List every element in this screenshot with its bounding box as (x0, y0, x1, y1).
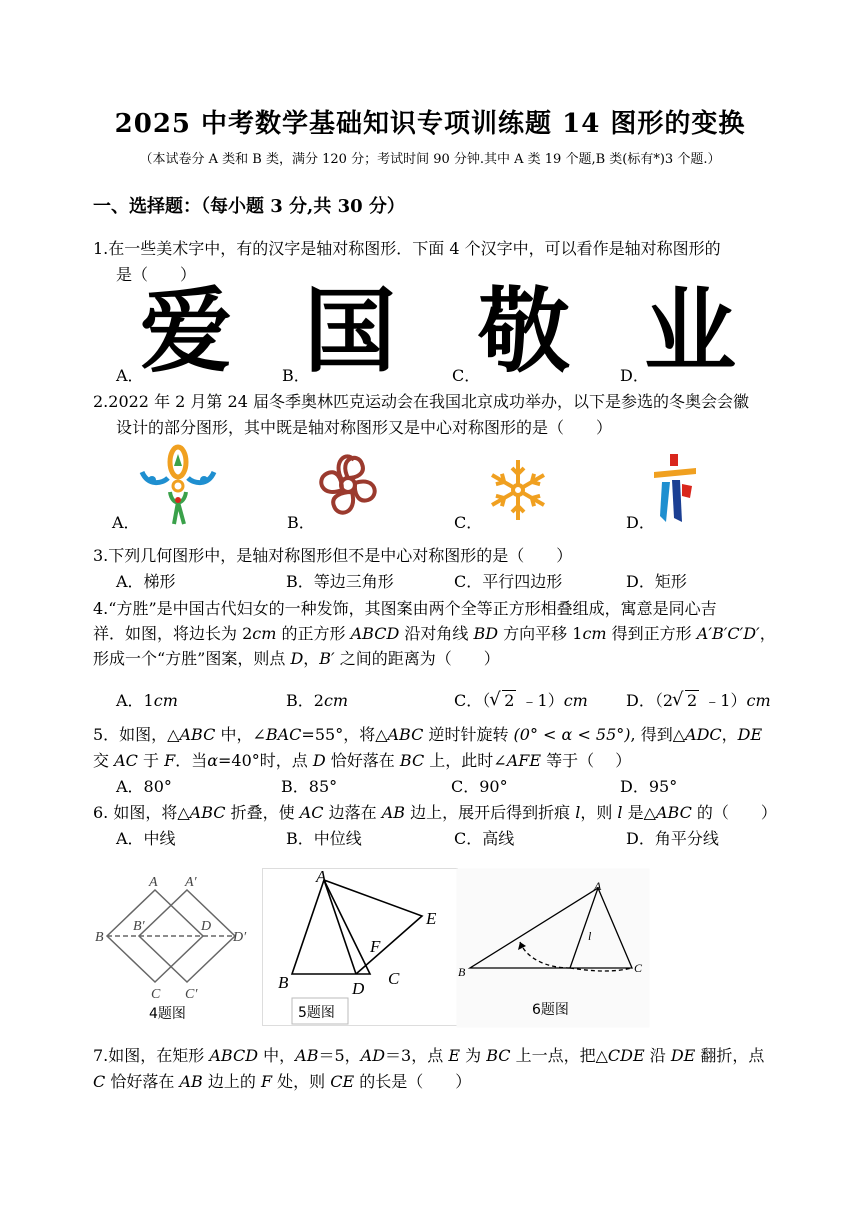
q4-seg: 得到正方形 (606, 624, 697, 643)
fig5-label: C (388, 969, 400, 988)
fig6-label: A (594, 879, 602, 893)
fig4-label: A′ (185, 875, 197, 890)
q1-char-ai: 爱 (140, 278, 233, 385)
q5-text-line1: 5．如图，△ABC 中，∠BAC=55°，将△ABC 逆时针旋转 (0° < α < 55°), 得到△ADC，DE (93, 725, 763, 744)
q4-text-line1: 4.“方胜”是中国古代妇女的一种发饰，其图案由两个全等正方形相叠组成，寓意是同心吉 (93, 599, 717, 618)
q4-opt-text: C．（ (454, 691, 491, 710)
fig4-label: C (151, 987, 161, 1002)
radicand: 2 (504, 691, 515, 710)
q4-unit: cm (323, 691, 349, 710)
q1-option-a-label: A． (116, 366, 144, 385)
q4-seg: 沿对角线 (399, 624, 474, 643)
fig6-label: B (458, 965, 466, 979)
fig6-label: C (634, 961, 643, 975)
q4-unit: cm (252, 624, 277, 643)
fig4-diagram (93, 868, 263, 1028)
fig4-label: B (95, 930, 104, 945)
fig4-label: B′ (133, 919, 145, 934)
q4-unit: cm (746, 691, 771, 710)
fig5-label: F (370, 937, 381, 956)
q1-option-c-label: C． (452, 366, 481, 385)
q4-unit: cm (563, 691, 588, 710)
q2-logo-d-image (652, 452, 698, 526)
fig4-label: D′ (233, 930, 247, 945)
fig6-diagram (456, 868, 650, 1028)
q4-var: B′ (319, 649, 335, 668)
q2-logo-c-image (484, 456, 552, 524)
fig4-label: A (149, 875, 158, 890)
q6-option-c: C．高线 (454, 829, 515, 848)
q1-text-line2: 是（ ） (116, 265, 197, 284)
q5-option-d: D．95° (620, 777, 678, 796)
q4-unit: cm (582, 624, 607, 643)
q5-option-a: A．80° (116, 777, 172, 796)
fig5-label: E (426, 909, 437, 928)
q6-text: 6. 如图，将△ABC 折叠，使 AC 边落在 AB 边上，展开后得到折痕 l，则 l 是△ABC 的（ ） (93, 803, 777, 822)
q4-opt-text: D．（2 (626, 691, 674, 710)
radicand: 2 (687, 691, 698, 710)
q4-unit: cm (153, 691, 178, 710)
fig6-caption: 6题图 (532, 1002, 569, 1018)
q3-text: 3.下列几何图形中，是轴对称图形但不是中心对称图形的是（ ） (93, 546, 573, 565)
q1-option-d-label: D． (620, 366, 649, 385)
fig5-diagram (262, 868, 458, 1028)
fig4-caption: 4题图 (149, 1006, 186, 1022)
q4-seg: 之间的距离为（ ） (334, 649, 500, 668)
q7-text-line2: C 恰好落在 AB 边上的 F 处，则 CE 的长是（ ） (93, 1072, 472, 1091)
q2-option-b-label: B． (287, 513, 315, 532)
q4-var: A′B′C′D′ (696, 624, 760, 643)
page-title: 2025 中考数学基础知识专项训练题 14 图形的变换 (114, 109, 746, 139)
q1-char-ye: 业 (644, 278, 737, 385)
q4-text-line2: 祥．如图，将边长为 2cm 的正方形 ABCD 沿对角线 BD 方向平移 1cm 得到正方形 A′B′C′D′， (93, 624, 776, 643)
q2-option-c-label: C． (454, 513, 483, 532)
q2-text-line1: 2.2022 年 2 月第 24 届冬季奥林匹克运动会在我国北京成功举办，以下是参选的冬奥会会徽 (93, 392, 749, 411)
q4-seg: 方向平移 1 (498, 624, 583, 643)
sqrt-symbol (492, 691, 516, 710)
q1-char-jing: 敬 (478, 278, 571, 385)
q5-option-c: C．90° (451, 777, 508, 796)
exam-instructions: （本试卷分 A 类和 B 类，满分 120 分；考试时间 90 分钟.其中 A 类 19 个题,B 类(标有*)3 个题.） (139, 152, 721, 167)
q6-option-b: B．中位线 (286, 829, 362, 848)
q4-var: D (290, 649, 304, 668)
q4-var: BD (473, 624, 499, 643)
section-heading: 一、选择题：（每小题 3 分,共 30 分） (93, 196, 405, 217)
q1-option-b-label: B． (282, 366, 310, 385)
q4-seg: 祥．如图，将边长为 2 (93, 624, 253, 643)
q5-text-line2: 交 AC 于 F．当α=40°时，点 D 恰好落在 BC 上，此时∠AFE 等于（ ） (93, 751, 632, 770)
q4-var: ABCD (350, 624, 400, 643)
q4-option-d (626, 688, 771, 711)
q2-logo-b-image (312, 448, 384, 522)
q3-option-b: B．等边三角形 (286, 572, 394, 591)
q2-option-a-label: A． (112, 513, 140, 532)
q3-option-a: A．梯形 (116, 572, 176, 591)
fig4-label: D (201, 919, 212, 934)
fig5-label: A (316, 868, 327, 886)
q2-text-line2: 设计的部分图形，其中既是轴对称图形又是中心对称图形的是（ ） (116, 418, 613, 437)
q7-text-line1: 7.如图，在矩形 ABCD 中，AB＝5，AD＝3，点 E 为 BC 上一点，把△CDE 沿 DE 翻折，点 (93, 1046, 765, 1065)
q4-opt-text: ﹣1） (699, 691, 747, 710)
q4-option-c (454, 688, 588, 711)
q4-opt-text: B．2 (286, 691, 324, 710)
q1-text-line1: 1.在一些美术字中，有的汉字是轴对称图形．下面 4 个汉字中，可以看作是轴对称图形的 (93, 239, 721, 258)
q4-seg: 形成一个“方胜”图案，则点 (93, 649, 291, 668)
q6-option-a: A．中线 (116, 829, 176, 848)
q4-option-b (286, 688, 348, 711)
q3-option-d: D．矩形 (626, 572, 687, 591)
fig6-label: l (588, 929, 592, 943)
fig5-caption: 5题图 (298, 1005, 335, 1021)
sqrt-symbol (675, 691, 699, 710)
q5-option-b: B．85° (281, 777, 338, 796)
q2-logo-a-image (138, 444, 218, 526)
q2-option-d-label: D． (626, 513, 655, 532)
fig4-label: C′ (185, 987, 198, 1002)
q6-option-d: D．角平分线 (626, 829, 719, 848)
q4-opt-text: ﹣1） (516, 691, 564, 710)
q3-option-c: C．平行四边形 (454, 572, 563, 591)
q1-char-guo: 国 (304, 278, 397, 385)
fig5-label: D (352, 979, 365, 998)
fig5-label: B (278, 973, 289, 992)
q4-opt-text: A．1 (116, 691, 154, 710)
q4-text-line3: 形成一个“方胜”图案，则点 D，B′ 之间的距离为（ ） (93, 649, 500, 668)
q4-seg: 的正方形 (276, 624, 351, 643)
q4-option-a (116, 688, 178, 711)
